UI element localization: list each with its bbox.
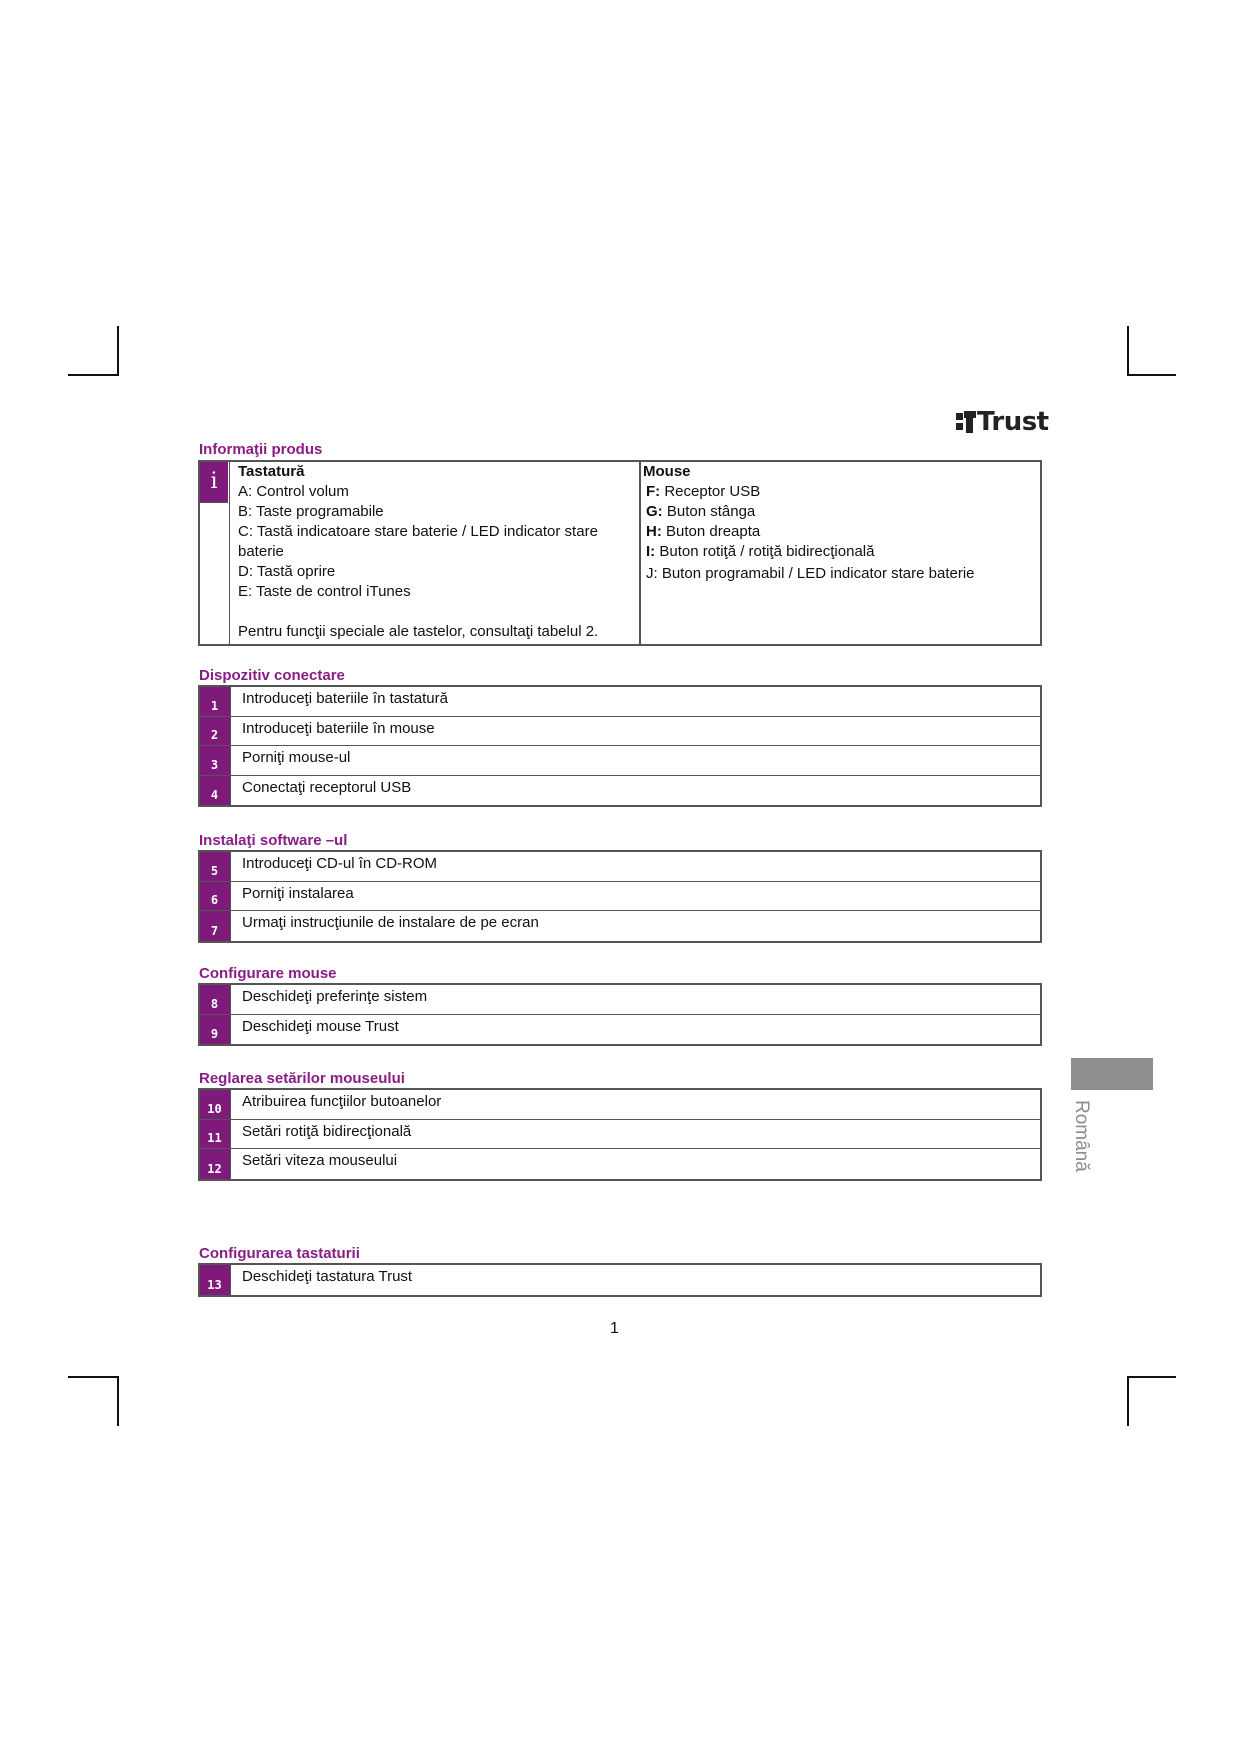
step-number: 8 — [210, 996, 219, 1011]
step-row — [200, 1090, 1040, 1120]
step-number: 10 — [207, 1101, 222, 1116]
keyboard-note: Pentru funcţii speciale ale tastelor, consultaţi tabelul 2. — [238, 623, 599, 640]
step-number: 3 — [210, 757, 219, 772]
page-number: 1 — [610, 1320, 619, 1337]
section-title-connect-device: Dispozitiv conectare — [199, 667, 345, 684]
column-divider — [639, 462, 641, 644]
section-title-install-software: Instalaţi software –ul — [199, 832, 348, 849]
crop-mark-top-right-h — [1127, 374, 1176, 376]
crop-mark-bottom-right-v — [1127, 1376, 1129, 1426]
step-number: 9 — [210, 1027, 219, 1041]
step-text: Conectaţi receptorul USB — [242, 778, 412, 796]
step-text: Introduceţi CD-ul în CD-ROM — [242, 855, 438, 872]
language-tab-bar — [1071, 1058, 1153, 1090]
mouse-item: F: Receptor USB — [646, 483, 761, 500]
crop-mark-bottom-left-h — [68, 1376, 119, 1378]
section-title-adjust-mouse-settings: Reglarea setărilor mouseului — [199, 1070, 405, 1087]
keyboard-item: D: Tastă oprire — [238, 563, 336, 580]
steps-table-configure-mouse — [198, 983, 1042, 1046]
step-row — [200, 717, 1040, 747]
info-icon: i — [200, 462, 228, 503]
mouse-column — [643, 462, 1033, 584]
step-row — [200, 1265, 1040, 1295]
step-number: 12 — [207, 1161, 222, 1176]
trust-logo-text: Trust — [977, 407, 1049, 437]
crop-mark-top-left-v — [117, 326, 119, 376]
step-number: 5 — [210, 863, 219, 878]
step-text: Deschideţi preferinţe sistem — [242, 988, 428, 1005]
step-text: Setări rotiţă bidirecţională — [242, 1122, 412, 1140]
step-row — [200, 985, 1040, 1015]
section-title-configure-mouse: Configurare mouse — [199, 965, 337, 982]
keyboard-item: C: Tastă indicatoare stare baterie / LED indicator stare baterie — [238, 523, 598, 560]
mouse-item: G: Buton stânga — [646, 503, 756, 520]
step-text: Introduceţi bateriile în tastatură — [242, 690, 448, 707]
crop-mark-bottom-left-v — [117, 1376, 119, 1426]
steps-table-adjust-mouse-settings — [198, 1088, 1042, 1181]
trust-logo — [956, 408, 1049, 436]
step-text: Porniţi instalarea — [242, 884, 354, 902]
language-tab-label: Română — [1071, 1100, 1092, 1172]
step-number: 1 — [210, 698, 219, 713]
product-info-table — [198, 460, 1042, 646]
step-number: 4 — [210, 788, 219, 802]
step-row — [200, 911, 1040, 941]
trust-logo-mark-icon — [956, 411, 976, 433]
step-number: 11 — [207, 1131, 222, 1145]
steps-table-install-software — [198, 850, 1042, 943]
steps-table-connect-device — [198, 685, 1042, 807]
step-row — [200, 1149, 1040, 1179]
crop-mark-top-left-h — [68, 374, 119, 376]
mouse-item: I: Buton rotiţă / rotiţă bidirecţională — [646, 543, 875, 560]
step-text: Introduceţi bateriile în mouse — [242, 719, 435, 737]
step-row — [200, 687, 1040, 717]
step-number: 2 — [210, 728, 219, 742]
step-text: Porniţi mouse-ul — [242, 749, 351, 766]
step-text: Deschideţi tastatura Trust — [242, 1268, 413, 1285]
keyboard-item: E: Taste de control iTunes — [238, 583, 411, 600]
step-row — [200, 1120, 1040, 1150]
keyboard-item: A: Control volum — [238, 483, 349, 500]
step-text: Urmaţi instrucţiunile de instalare de pe ecran — [242, 914, 539, 931]
mouse-item: J: Buton programabil / LED indicator stare baterie — [646, 565, 975, 582]
crop-mark-top-right-v — [1127, 326, 1129, 376]
keyboard-item: B: Taste programabile — [238, 503, 384, 520]
crop-mark-bottom-right-h — [1127, 1376, 1176, 1378]
mouse-heading: Mouse — [643, 463, 691, 480]
product-info-title: Informaţii produs — [199, 441, 323, 458]
step-number: 13 — [207, 1277, 222, 1292]
section-title-configure-keyboard: Configurarea tastaturii — [199, 1245, 360, 1262]
step-number: 6 — [210, 893, 219, 907]
step-row — [200, 882, 1040, 912]
step-row — [200, 852, 1040, 882]
keyboard-heading: Tastatură — [238, 463, 305, 480]
step-row — [200, 746, 1040, 776]
info-badge-column — [200, 462, 230, 644]
step-text: Setări viteza mouseului — [242, 1152, 398, 1169]
steps-table-configure-keyboard — [198, 1263, 1042, 1297]
keyboard-column — [238, 462, 633, 642]
step-number: 7 — [210, 923, 219, 938]
step-text: Atribuirea funcţiilor butoanelor — [242, 1093, 442, 1110]
step-text: Deschideţi mouse Trust — [242, 1017, 399, 1035]
mouse-item: H: Buton dreapta — [646, 523, 761, 540]
step-row — [200, 776, 1040, 806]
step-row — [200, 1015, 1040, 1045]
